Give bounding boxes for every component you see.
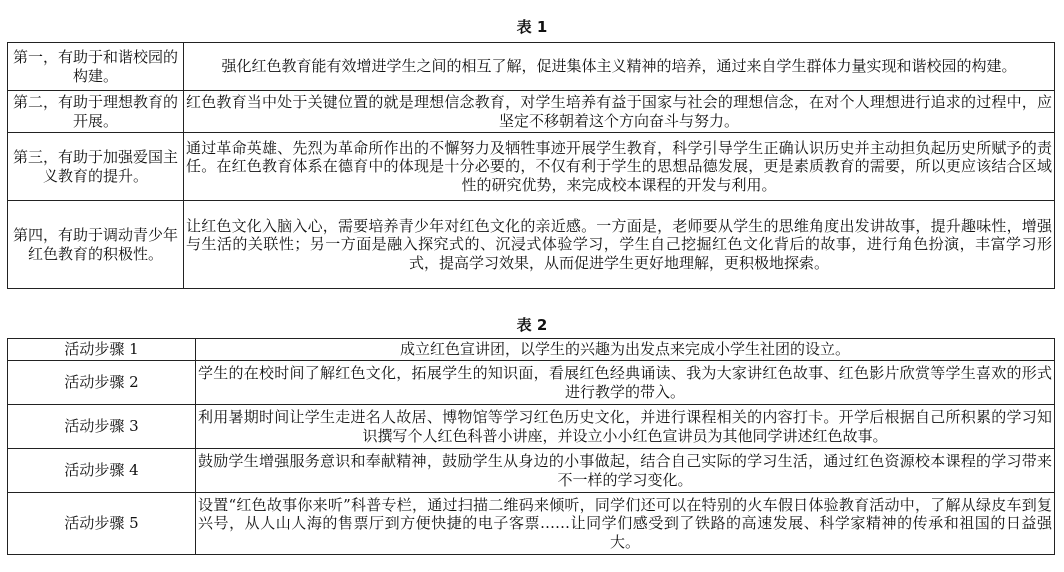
table-row xyxy=(8,43,1055,91)
step-content: 利用暑期时间让学生走进名人故居、博物馆等学习红色历史文化，并进行课程相关的内容打卡。开学后根据自己所积累的学习知识撰写个人红色科普小讲座，并设立小小红色宣讲员为其他同学讲述红色故事。 xyxy=(196,405,1055,449)
row-content: 红色教育当中处于关键位置的就是理想信念教育，对学生培养有益于国家与社会的理想信念，在对个人理想进行追求的过程中，应坚定不移朝着这个方向奋斗与努力。 xyxy=(184,91,1055,133)
table-row xyxy=(8,133,1055,201)
row-content: 强化红色教育能有效增进学生之间的相互了解，促进集体主义精神的培养，通过来自学生群体力量实现和谐校园的构建。 xyxy=(184,43,1055,91)
row-label: 第一，有助于和谐校园的构建。 xyxy=(8,43,184,91)
step-content: 设置“红色故事你来听”科普专栏，通过扫描二维码来倾听，同学们还可以在特别的火车假日体验教育活动中，了解从绿皮车到复兴号，从人山人海的售票厅到方便快捷的电子客票……让同学们感受到了铁路的高速发展、科学家精神的传承和祖国的日益强大。 xyxy=(196,493,1055,555)
table2 xyxy=(7,338,1055,555)
row-content: 通过革命英雄、先烈为革命所作出的不懈努力及牺牲事迹开展学生教育，科学引导学生正确认识历史并主动担负起历史所赋予的责任。在红色教育体系在德育中的体现是十分必要的，不仅有利于学生的思想品德发展，更是素质教育的需要，所以更应该结合区域性的研究优势，来完成校本课程的开发与利用。 xyxy=(184,133,1055,201)
step-label: 活动步骤 1 xyxy=(8,339,196,361)
row-content: 让红色文化入脑入心，需要培养青少年对红色文化的亲近感。一方面是，老师要从学生的思维角度出发讲故事，提升趣味性，增强与生活的关联性；另一方面是融入探究式的、沉浸式体验学习，学生自己挖掘红色文化背后的故事，进行角色扮演，丰富学习形式，提高学习效果，从而促进学生更好地理解，更积极地探索。 xyxy=(184,201,1055,289)
table-row xyxy=(8,449,1055,493)
table-row xyxy=(8,339,1055,361)
step-label: 活动步骤 5 xyxy=(8,493,196,555)
step-label: 活动步骤 4 xyxy=(8,449,196,493)
table-row xyxy=(8,361,1055,405)
step-label: 活动步骤 2 xyxy=(8,361,196,405)
table-row xyxy=(8,493,1055,555)
step-content: 成立红色宣讲团，以学生的兴趣为出发点来完成小学生社团的设立。 xyxy=(196,339,1055,361)
table1-caption: 表 1 xyxy=(516,18,548,36)
row-label: 第二，有助于理想教育的开展。 xyxy=(8,91,184,133)
table1 xyxy=(7,42,1055,289)
table-row xyxy=(8,91,1055,133)
row-label: 第四，有助于调动青少年红色教育的积极性。 xyxy=(8,201,184,289)
table2-caption: 表 2 xyxy=(516,316,548,334)
table-row xyxy=(8,405,1055,449)
row-label: 第三，有助于加强爱国主义教育的提升。 xyxy=(8,133,184,201)
step-content: 学生的在校时间了解红色文化，拓展学生的知识面，看展红色经典诵读、我为大家讲红色故事、红色影片欣赏等学生喜欢的形式进行教学的带入。 xyxy=(196,361,1055,405)
step-content: 鼓励学生增强服务意识和奉献精神，鼓励学生从身边的小事做起，结合自己实际的学习生活，通过红色资源校本课程的学习带来不一样的学习变化。 xyxy=(196,449,1055,493)
step-label: 活动步骤 3 xyxy=(8,405,196,449)
table-row xyxy=(8,201,1055,289)
